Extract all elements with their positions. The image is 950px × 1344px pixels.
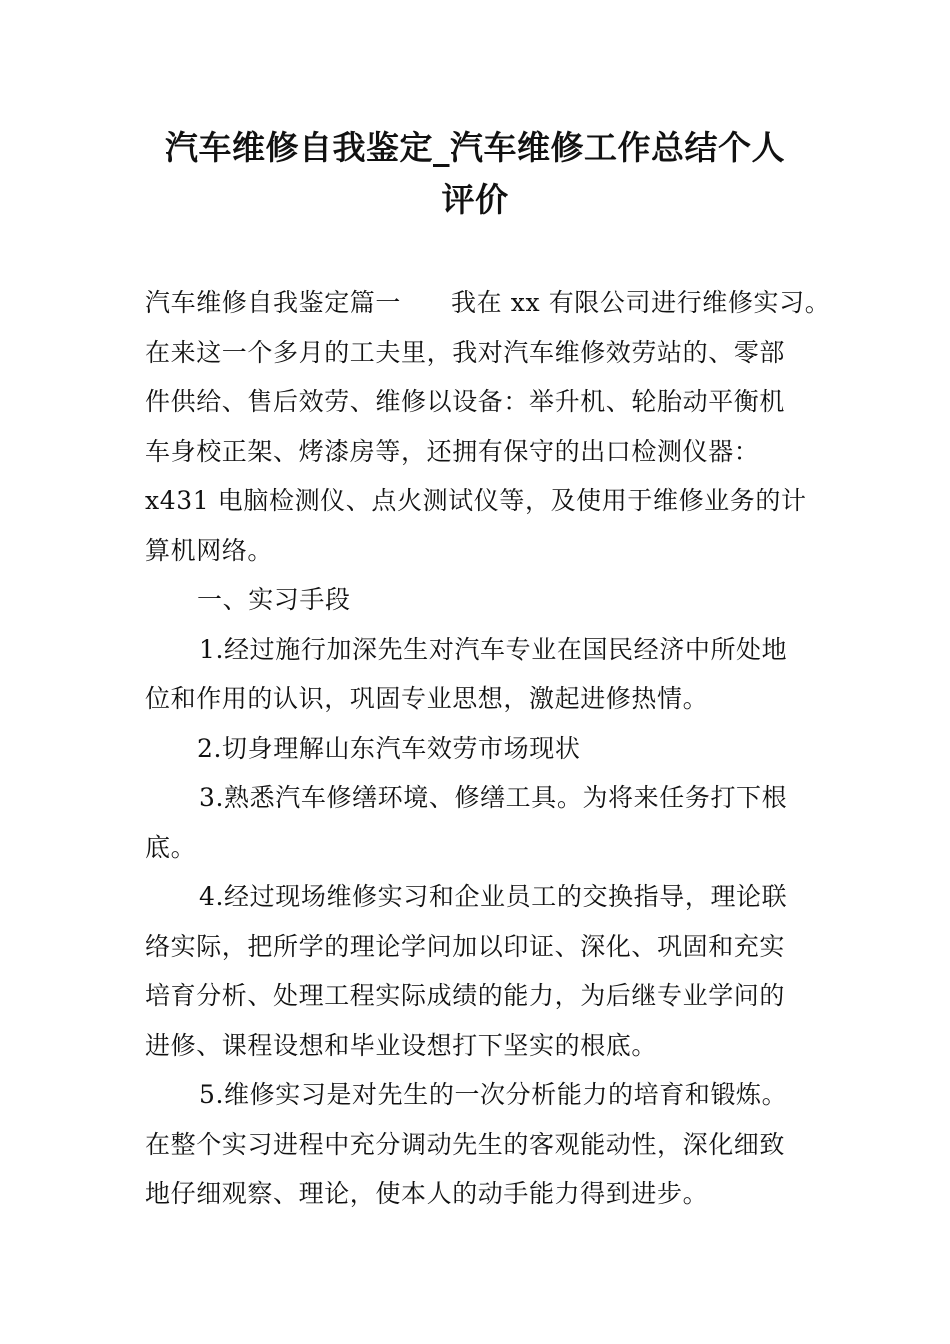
paragraph-line: 底。 bbox=[145, 832, 197, 862]
paragraph-line: 在来这一个多月的工夫里，我对汽车维修效劳站的、零部 bbox=[145, 337, 786, 367]
intro-heading: 汽车维修自我鉴定篇一 bbox=[145, 288, 402, 317]
paragraph-line: 在整个实习进程中充分调动先生的客观能动性，深化细致 bbox=[145, 1129, 786, 1159]
paragraph-line: 算机网络。 bbox=[145, 535, 274, 565]
paragraph-line: 进修、课程设想和毕业设想打下坚实的根底。 bbox=[145, 1030, 658, 1060]
list-item: 4.经过现场维修实习和企业员工的交换指导，理论联 bbox=[199, 882, 788, 911]
title-line-1: 汽车维修自我鉴定_汽车维修工作总结个人 bbox=[165, 128, 785, 167]
intro-sentence: 我在 xx 有限公司进行维修实习。 bbox=[451, 288, 831, 317]
paragraph-line: 培育分析、处理工程实际成绩的能力，为后继专业学问的 bbox=[145, 981, 786, 1010]
paragraph-line: 车身校正架、烤漆房等，还拥有保守的出口检测仪器： bbox=[145, 436, 760, 466]
paragraph-line: 位和作用的认识，巩固专业思想，激起进修热情。 bbox=[145, 684, 709, 713]
paragraph-line: 件供给、售后效劳、维修以设备：举升机、轮胎动平衡机 bbox=[145, 387, 786, 416]
document-body bbox=[145, 278, 831, 1219]
paragraph-line: 地仔细观察、理论，使本人的动手能力得到进步。 bbox=[145, 1179, 709, 1208]
list-item: 3.熟悉汽车修缮环境、修缮工具。为将来任务打下根 bbox=[199, 783, 788, 812]
paragraph-line: x431 电脑检测仪、点火测试仪等，及使用于维修业务的计 bbox=[145, 486, 807, 515]
document-title bbox=[120, 122, 830, 226]
list-item: 1.经过施行加深先生对汽车专业在国民经济中所处地 bbox=[199, 634, 788, 664]
paragraph-line: 络实际，把所学的理论学问加以印证、深化、巩固和充实 bbox=[145, 931, 786, 961]
list-item: 5.维修实习是对先生的一次分析能力的培育和锻炼。 bbox=[199, 1080, 788, 1109]
paragraph-line bbox=[145, 278, 831, 328]
title-line-2: 评价 bbox=[441, 180, 509, 219]
section-heading: 一、实习手段 bbox=[197, 585, 351, 614]
list-item: 2.切身理解山东汽车效劳市场现状 bbox=[197, 733, 581, 763]
